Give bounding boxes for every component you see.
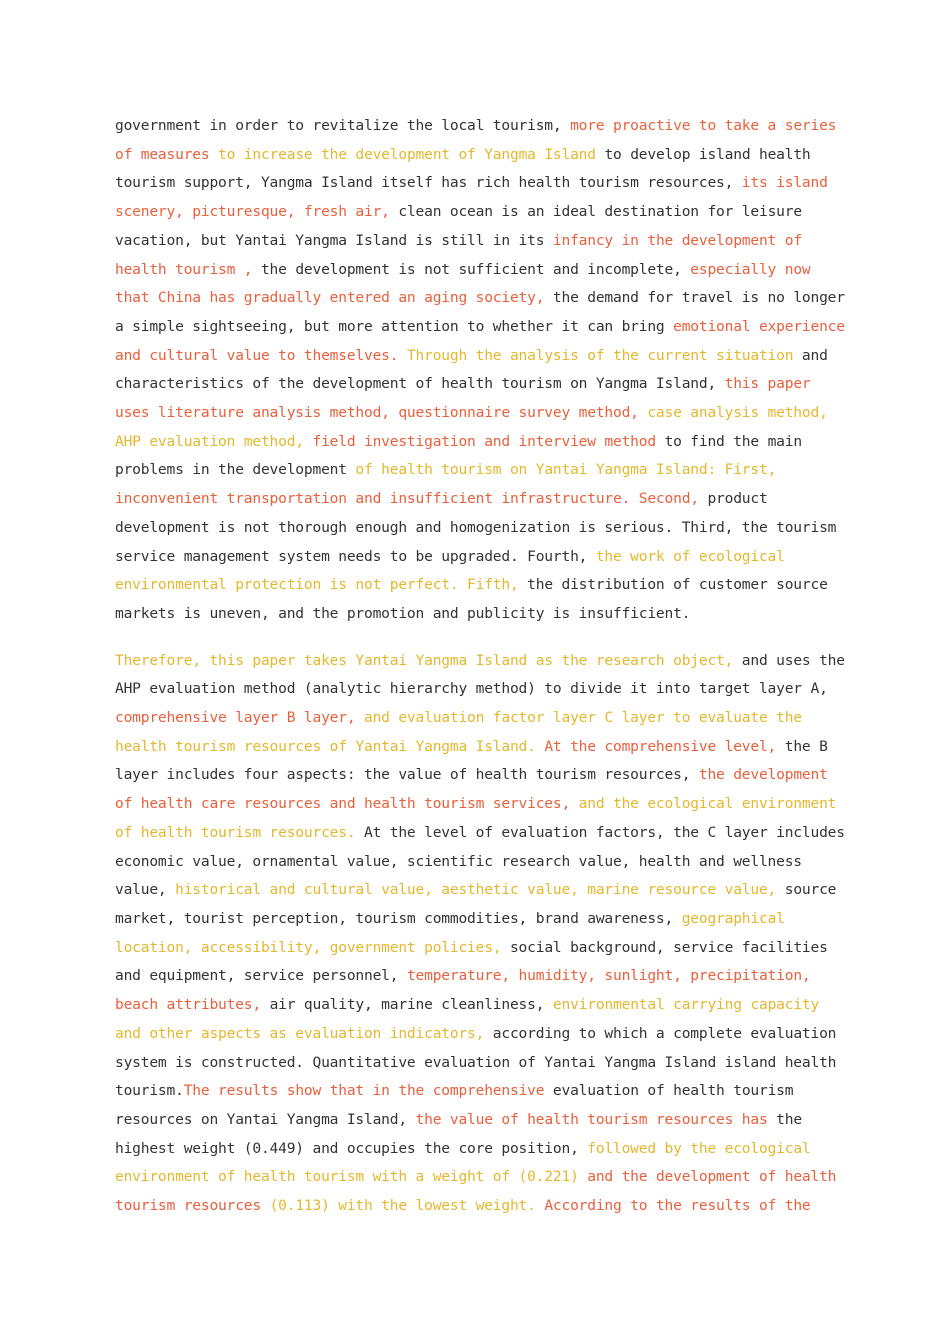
text-segment: of measures <box>115 145 219 163</box>
text-segment: followed by the ecological <box>587 1139 811 1157</box>
text-segment: infancy in the development of <box>552 231 802 249</box>
text-segment: a simple sightseeing, but more attention to whether it can bring <box>115 317 674 335</box>
text-segment: health tourism , <box>115 260 261 278</box>
text-segment: according to which a complete evaluation <box>492 1024 837 1042</box>
text-segment: According to the results of the <box>544 1197 811 1215</box>
text-segment: and the ecological environment <box>578 795 837 813</box>
text-segment: highest weight (0.449) and occupies the core position, <box>115 1139 588 1157</box>
text-segment: of health care resources and health tourism services, <box>115 795 579 813</box>
text-segment: to increase the development of Yangma Island <box>218 145 605 163</box>
text-line <box>115 761 835 790</box>
text-line <box>115 848 835 877</box>
text-segment: AHP evaluation method (analytic hierarchy method) to divide it into target layer A, <box>115 680 828 698</box>
text-segment: of health tourism resources. <box>115 823 364 841</box>
text-segment: scenery, picturesque, fresh air, <box>115 203 399 221</box>
text-line <box>115 112 835 141</box>
text-segment: and other aspects as evaluation indicators, <box>115 1024 493 1042</box>
text-line <box>115 1049 835 1078</box>
text-segment: value, <box>115 881 176 899</box>
text-line <box>115 198 835 227</box>
text-line <box>115 571 835 600</box>
text-segment: the distribution of customer source <box>527 576 828 594</box>
text-line <box>115 256 835 285</box>
text-segment: its island <box>741 174 828 192</box>
text-line <box>115 543 835 572</box>
text-segment: the <box>776 1110 802 1128</box>
text-line <box>115 313 845 342</box>
text-segment: vacation, but Yantai Yangma Island is still in its <box>115 231 553 249</box>
text-line <box>115 399 835 428</box>
text-segment: Therefore, this paper takes Yantai Yangma Island as the research object, <box>115 651 742 669</box>
text-line <box>115 905 835 934</box>
document-page <box>115 112 845 1221</box>
text-segment: the development <box>698 766 828 784</box>
text-line <box>115 141 835 170</box>
text-segment: tourism. <box>115 1082 184 1100</box>
text-segment: temperature, humidity, sunlight, precipitation, <box>406 967 811 985</box>
text-line <box>115 675 835 704</box>
text-segment: and uses the <box>741 651 845 669</box>
text-line <box>115 790 835 819</box>
text-segment: characteristics of the development of health tourism on Yangma Island, <box>115 375 725 393</box>
text-segment: service management system needs to be upgraded. Fourth, <box>115 547 596 565</box>
text-line <box>115 1106 835 1135</box>
text-segment: and <box>801 346 828 364</box>
text-segment: evaluation of health tourism <box>552 1082 794 1100</box>
text-segment: historical and cultural value, aesthetic value, marine resource value, <box>175 881 785 899</box>
text-segment: location, accessibility, government policies, <box>115 938 510 956</box>
text-segment: comprehensive layer B layer, <box>115 709 364 727</box>
text-segment: market, tourist perception, tourism commodities, brand awareness, <box>115 909 682 927</box>
text-line <box>115 819 845 848</box>
text-line <box>115 284 845 313</box>
text-line <box>115 876 835 905</box>
text-segment: environmental protection is not perfect. Fifth, <box>115 576 528 594</box>
text-segment: uses literature analysis method, questionnaire survey method, <box>115 404 648 422</box>
text-segment: more proactive to take a series <box>570 117 837 134</box>
text-segment: The results show that in the comprehensive <box>183 1082 553 1100</box>
text-segment: tourism resources <box>115 1197 270 1215</box>
text-segment: emotional experience <box>673 317 845 335</box>
text-segment: product <box>707 490 768 508</box>
text-segment: At the level of evaluation factors, the C layer includes <box>364 823 845 841</box>
text-segment: to find the main <box>664 432 802 450</box>
text-segment: economic value, ornamental value, scientific research value, health and wellness <box>115 852 802 870</box>
text-segment: social background, service facilities <box>509 938 828 956</box>
text-line <box>115 485 835 514</box>
text-segment: and evaluation factor layer C layer to evaluate the <box>364 709 802 727</box>
text-segment: and cultural value to themselves. <box>115 346 407 364</box>
text-segment: the value of health tourism resources has <box>415 1110 777 1128</box>
text-line <box>115 456 835 485</box>
text-line <box>115 342 835 371</box>
text-segment: and the development of health <box>587 1168 837 1186</box>
text-segment: the demand for travel is no longer <box>552 289 845 307</box>
text-segment: the development is not sufficient and incomplete, <box>260 260 691 278</box>
text-line <box>115 934 835 963</box>
text-line <box>115 1077 835 1106</box>
text-line <box>115 169 835 198</box>
text-line <box>115 370 835 399</box>
text-line <box>115 428 835 457</box>
text-segment: health tourism resources of Yantai Yangma Island. <box>115 737 545 755</box>
paragraph <box>115 112 845 629</box>
text-segment: especially now <box>690 260 811 278</box>
text-segment: to develop island health <box>604 145 811 163</box>
text-segment: layer includes four aspects: the value of health tourism resources, <box>115 766 699 784</box>
text-segment: the B <box>784 737 828 755</box>
text-line <box>115 514 835 543</box>
text-line <box>115 1163 835 1192</box>
text-segment: field investigation and interview method <box>312 432 665 450</box>
text-segment: air quality, marine cleanliness, <box>269 996 553 1014</box>
text-line <box>115 1020 835 1049</box>
text-segment: case analysis method, <box>647 404 828 422</box>
text-segment: the work of ecological <box>595 547 785 565</box>
text-line <box>115 600 835 629</box>
text-segment: government in order to revitalize the local tourism, <box>115 117 571 134</box>
text-line <box>115 1192 835 1221</box>
text-segment: environmental carrying capacity <box>552 996 820 1014</box>
text-segment: problems in the development <box>115 461 356 479</box>
paragraph <box>115 647 845 1221</box>
text-segment: source <box>784 881 837 899</box>
text-segment: this paper <box>724 375 811 393</box>
text-line <box>115 647 845 676</box>
text-segment: of health tourism on Yantai Yangma Island: First, <box>355 461 777 479</box>
text-line <box>115 962 835 991</box>
text-segment: development is not thorough enough and homogenization is serious. Third, the tourism <box>115 518 837 536</box>
text-segment: (0.113) with the lowest weight. <box>269 1197 545 1215</box>
text-segment: and equipment, service personnel, <box>115 967 407 985</box>
text-segment: geographical <box>681 909 785 927</box>
text-segment: markets is uneven, and the promotion and publicity is insufficient. <box>115 604 691 622</box>
text-line <box>115 733 835 762</box>
text-segment: AHP evaluation method, <box>115 432 313 450</box>
text-segment: resources on Yantai Yangma Island, <box>115 1110 416 1128</box>
text-segment: environment of health tourism with a weight of (0.221) <box>115 1168 588 1186</box>
text-segment: Through the analysis of the current situation <box>406 346 802 364</box>
text-segment: that China has gradually entered an aging society, <box>115 289 553 307</box>
text-line <box>115 1135 835 1164</box>
text-line <box>115 704 835 733</box>
text-segment: beach attributes, <box>115 996 270 1014</box>
text-line <box>115 991 835 1020</box>
text-segment: clean ocean is an ideal destination for leisure <box>398 203 802 221</box>
text-line <box>115 227 835 256</box>
text-segment: At the comprehensive level, <box>544 737 785 755</box>
text-segment: tourism support, Yangma Island itself has rich health tourism resources, <box>115 174 742 192</box>
text-segment: system is constructed. Quantitative evaluation of Yantai Yangma Island island health <box>115 1053 837 1071</box>
text-segment: inconvenient transportation and insufficient infrastructure. Second, <box>115 490 708 508</box>
